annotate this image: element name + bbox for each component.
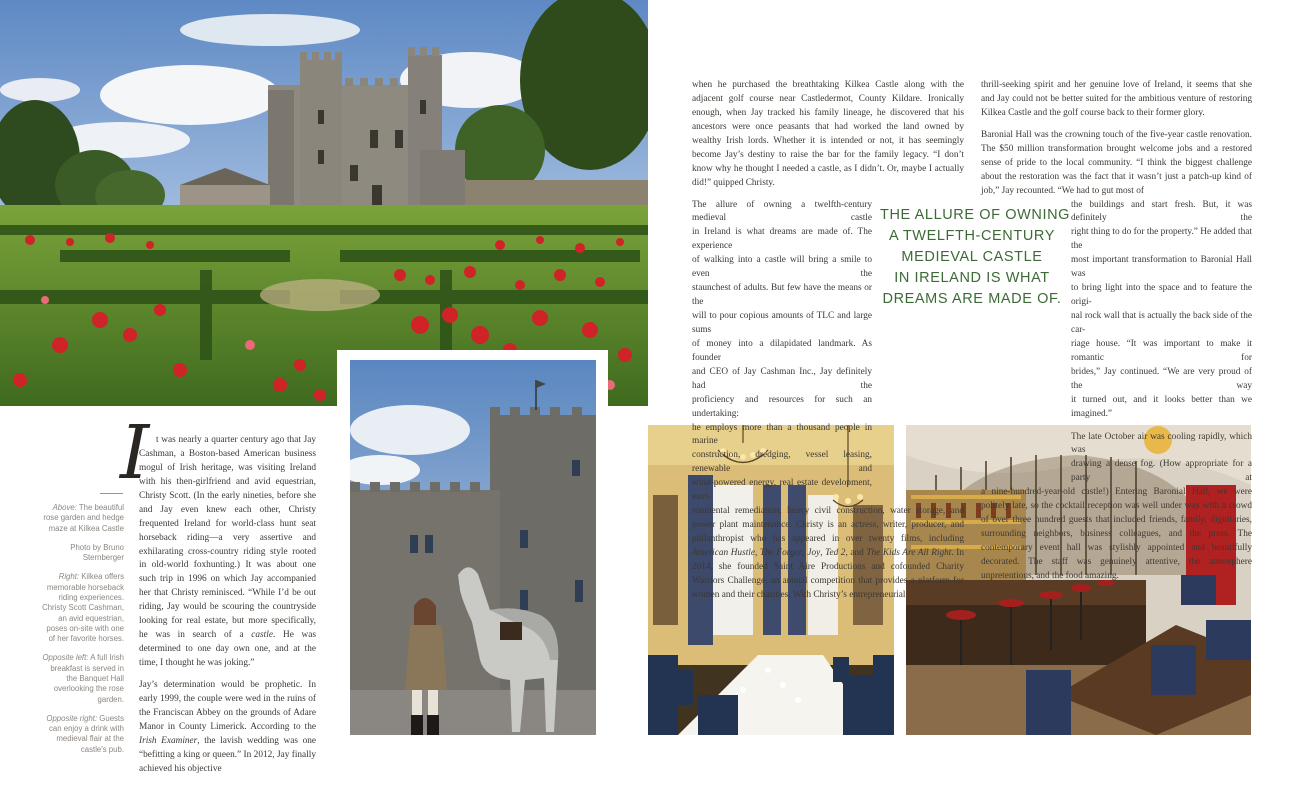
caption-opposite-right: Opposite right: Guests can enjoy a drink with medieval flair at the castle's pub. xyxy=(46,713,124,754)
article-paragraph: ronmental remediation, heavy civil construction, water storage, and power plant maintenance. Christy is an actress, writer, producer, and philanthropist who has appeared in over twenty films, including American Hustle, The Forger, Joy, Ted 2, and The Kids Are All Right. In 2014, she founded Saint Aire Productions and cofounded Charity Warriors Challenge, an annual competition that provides a platform for women and their charities. With Christy’s entrepreneurial xyxy=(692,506,964,600)
article-paragraph: a nine-hundred-year-old castle!) Entering Baronial Hall, we were politely late, so the cocktail reception was well under way with a crowd of over three hundred guests that included friends, family, dignitaries, surrounding neighbors, business colleagues, and the press. The contemporary event hall was stylishly appointed and beautifully decorated. The staff was genuinely attentive, the atmosphere unpretentious, and the food amazing. xyxy=(981,487,1252,581)
caption-photo-credit: Photo by Bruno Sternberger xyxy=(70,542,124,563)
caption-right: Right: Kilkea offers memorable horseback riding experiences. Christy Scott Cashman, an avid equestrian, poses on-site with one of her favorite horses. xyxy=(42,572,124,644)
article-column-left xyxy=(139,434,316,785)
article-paragraph-narrow: the buildings and start fresh. But, it was definitely the right thing to do for the property.” He added that the most important transformation to Baronial Hall was to bring light into the space and to feature the origi- nal rock wall that is actually the back side of the car- riage house. “It was important to make it romantic for brides,” Jay continued. “We are very proud of the way it turned out, and it looks better than we imagined.” xyxy=(1071,199,1252,419)
article-paragraph-narrow: The late October air was cooling rapidly, which was drawing a dense fog. (How appropriate for a party at xyxy=(1071,431,1252,484)
article-column-middle xyxy=(692,79,964,611)
article-paragraph: thrill-seeking spirit and her genuine love of Ireland, it seems that she and Jay could not be better suited for the ambitious venture of restoring Kilkea Castle and the golf course back to their former glory. xyxy=(981,80,1252,118)
caption-opposite-left: Opposite left: A full Irish breakfast is served in the Banquet Hall overlooking the rose garden. xyxy=(42,653,124,704)
photo-captions xyxy=(42,503,124,764)
article-paragraph: Jay’s determination would be prophetic. In early 1999, the couple were wed in the ruins of the Franciscan Abbey on the grounds of Adare Manor in County Limerick. According to the Irish Examiner, the lavish wedding was one “befitting a king or queen.” In 2012, Jay finally achieved his objective xyxy=(139,679,316,774)
drop-cap: I xyxy=(120,410,150,496)
article-paragraph-narrow: The allure of owning a twelfth-century medieval castle in Ireland is what dreams are made of. The experience of walking into a castle will bring a smile to even the staunchest of adults. But few have the means or the will to pour copious amounts of TLC and large sums of money into a dilapidated landmark. As founder and CEO of Jay Cashman Inc., Jay definitely had the proficiency and resources for such an undertaking: he employs more than a thousand people in marine construction, dredging, vessel leasing, renewable and wind-powered energy, real estate development, envi- xyxy=(692,199,872,503)
caption-above: Above: The beautiful rose garden and hedge maze at Kilkea Castle xyxy=(43,503,124,533)
article-paragraph: t was nearly a quarter century ago that Jay Cashman, a Boston-based American business mogul of Irish heritage, was visiting Ireland with his then-girlfriend and avid equestrian, Christy Scott. (In the early nineties, before she and Jay even knew each other, Christy frequented Ireland for world-class hunt seat horseback riding—a very assertive and exhilarating cross-country riding style rooted in old-world foxhunting.) It was about one such trip in 1996 on which Jay accompanied her that Christy reminisced. “While I’d be out riding, Jay would be scouring the countryside looking for real estate, but more specifically, he was in search of a castle. He was determined to one day own one, and at the time, I thought he was joking.” xyxy=(139,435,316,668)
article-paragraph: Baronial Hall was the crowning touch of the five-year castle renovation. The $50 million transformation brought welcome jobs and a restored sense of pride to the local community. “I think the biggest challenge about the restoration was the fact that it wasn’t just a patch-up kind of job,” Jay recounted. “We had to gut most of xyxy=(981,129,1252,196)
article-paragraph: when he purchased the breathtaking Kilkea Castle along with the adjacent golf course near Castledermot, County Kildare. Ironically enough, when Jay tracked his family lineage, he discovered that his ancestors were once peasants that had worked the land owned by wealthy Irish lords. Whether it is intended or not, it has seemingly become Jay’s destiny to raise the bar for the family legacy. “I don’t know why he thought I needed a castle, as I didn’t. Or, maybe I actually did!” quipped Christy. xyxy=(692,80,964,188)
horse-rider-photo xyxy=(337,350,608,740)
castle-garden-photo xyxy=(0,0,648,406)
pull-quote: THE ALLURE OF OWNING A TWELFTH-CENTURY MEDIEVAL CASTLE IN IRELAND IS WHAT DREAMS ARE MADE OF. xyxy=(880,207,1071,308)
article-column-right xyxy=(981,79,1252,592)
